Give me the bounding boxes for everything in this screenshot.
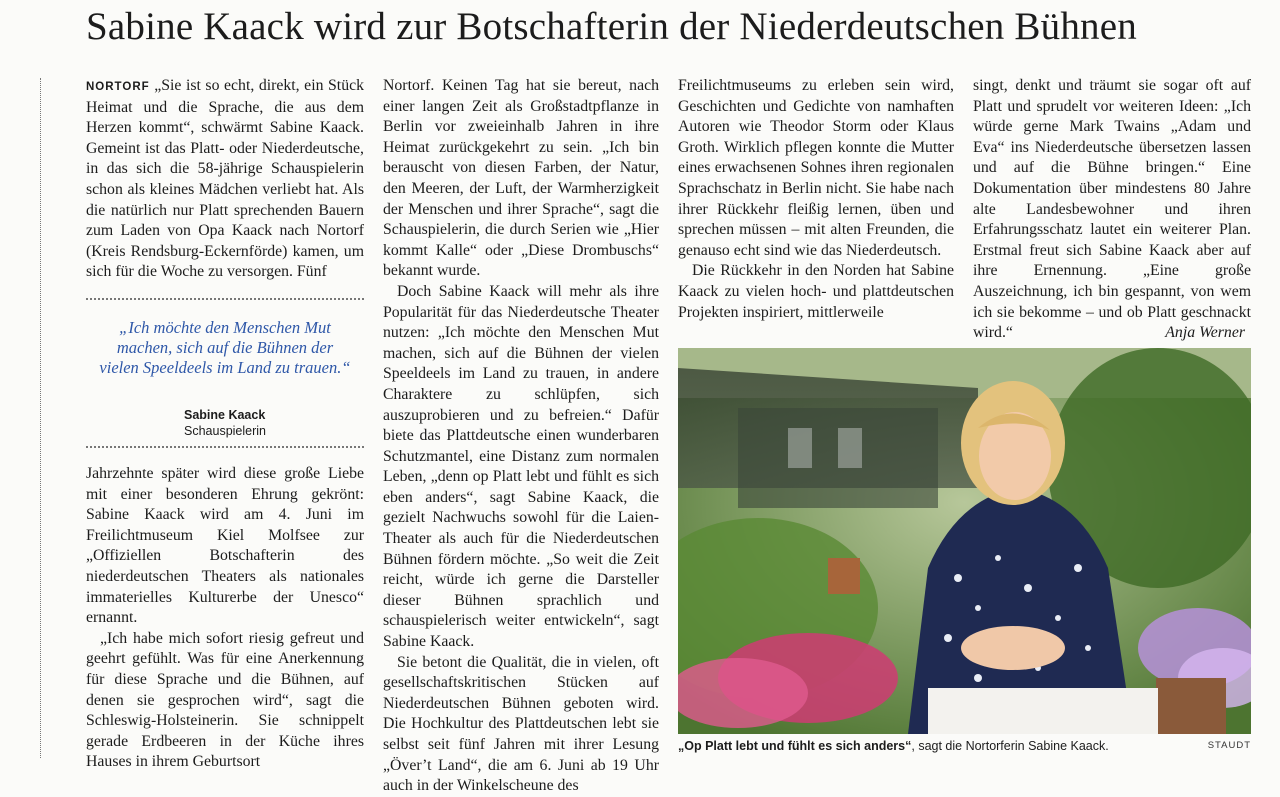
headline: Sabine Kaack wird zur Botschafterin der Niederdeutschen Bühnen <box>86 5 1137 48</box>
paragraph: Doch Sabine Kaack will mehr als ihre Popularität für das Niederdeutsche Theater nutzen: „Ich möchte den Menschen Mut machen, sich auf die Bühnen der vielen Speeldeels im Land zu trauen, in andere Charaktere zu schlüpfen, sich auszuprobieren und zu befreien.“ Dafür biete das Plattdeutsche einen wunderbaren Schutzmantel, eine Distanz zum normalen Leben, „denn op Platt lebt und fühlt es sich eben anders“, sagt Sabine Kaack, die gezielt Nachwuchs sowohl für die Laien-Theater als auch für die Niederdeutschen Bühnen fördern möchte. „So weit die Zeit reicht, würde ich gerne die Darsteller dieser Bühnen sprachlich und schauspielerisch weiter entwickeln“, sagt Sabine Kaack. <box>383 282 659 651</box>
photo-illustration <box>678 348 1251 734</box>
article-column-3 <box>678 76 954 323</box>
article-column-1-continued <box>86 464 364 773</box>
paragraph: Sie betont die Qualität, die in vielen, oft gesellschaftskritischen Stücken auf Niederdeutschen Bühnen geboten wird. Die Hochkultur des Plattdeutschen lebt sie selbst seit fünf Jahren mit ihrer Lesung „Över’t Land“, die am 6. Juni ab 19 Uhr auch in der Winkelscheune des <box>383 653 659 795</box>
photo-credit: STAUDT <box>1207 740 1251 751</box>
page-margin-rule <box>40 78 41 758</box>
paragraph: Die Rückkehr in den Norden hat Sabine Kaack zu vielen hoch- und plattdeutschen Projekten inspiriert, mittlerweile <box>678 262 954 321</box>
article-photo <box>678 348 1251 734</box>
article-column-2 <box>383 76 659 797</box>
pull-quote <box>86 298 364 448</box>
paragraph <box>973 76 1251 344</box>
article-column-4 <box>973 76 1251 344</box>
photo-caption-quote: „Op Platt lebt und fühlt es sich anders“ <box>678 739 912 753</box>
pull-quote-name: Sabine Kaack <box>184 408 266 422</box>
pull-quote-text: „Ich möchte den Menschen Mut machen, sich auf die Bühnen der vielen Speeldeels im Land zu trauen.“ <box>99 318 351 377</box>
paragraph: Freilichtmuseums zu erleben sein wird, Geschichten und Gedichte von namhaften Autoren wie Theodor Storm oder Klaus Groth. Wirklich pflegen konnte die Mutter eines erwachsenen Sohnes ihren regionalen Sprachschatz in Berlin nicht. Sie habe nach ihrer Rückkehr fleißig lernen, üben und sprechen müssen – mit alten Freunden, die genauso echt sind wie das Niederdeutsch. <box>678 77 954 259</box>
photo-caption <box>678 738 1251 754</box>
photo-caption-text: , sagt die Nortorferin Sabine Kaack. <box>911 739 1109 753</box>
paragraph-text: „Sie ist so echt, direkt, ein Stück Heimat und die Sprache, die aus dem Herzen kommt“, schwärmt Sabine Kaack. Gemeint ist das Platt- oder Niederdeutsche, in das sich die 58-jährige Schauspielerin schon als kleines Mädchen verliebt hat. Als die natürlich nur Platt sprechenden Bauern zum Laden von Opa Kaack nach Nortorf (Kreis Rendsburg-Eckernförde) kamen, um sich für die Woche zu versorgen. Fünf <box>86 77 365 281</box>
paragraph <box>86 76 364 283</box>
paragraph: Jahrzehnte später wird diese große Liebe mit einer besonderen Ehrung gekrönt: Sabine Kaack wird am 4. Juni im Freilichtmuseum Kiel Molfsee zur „Offiziellen Botschafterin des niederdeutschen Theaters als nationales immaterielles Kulturerbe der Unesco“ ernannt. <box>86 465 364 627</box>
paragraph-text: singt, denkt und träumt sie sogar oft auf Platt und sprudelt vor weiteren Ideen: „Ich würde gerne Mark Twains „Adam und Eva“ ins Niederdeutsche übersetzen lassen und auf die Bühne bringen.“ Eine Dokumentation über mindestens 80 Jahre alte Landesbewohner und ihren Erfahrungsschatz lautet ein weiterer Plan. Erstmal freut sich Sabine Kaack aber auf ihre Ernennung. „Eine große Auszeichnung, ich bin gespannt, von wem ich sie bekomme – und ob Platt geschnackt wird.“ <box>973 77 1251 342</box>
article-column-1 <box>86 76 364 283</box>
paragraph: „Ich habe mich sofort riesig gefreut und geehrt gefühlt. Was für eine Anerkennung für diese Sprache und die Bühnen, auf denen sie gesprochen wird“, sagt die Schleswig-Holsteinerin. Sie schnippelt gerade Erdbeeren in der Küche ihres Hauses in ihrem Geburtsort <box>86 629 364 771</box>
paragraph: Nortorf. Keinen Tag hat sie bereut, nach einer langen Zeit als Großstadtpflanze in Berlin vor zweieinhalb Jahren in ihre Heimat zurückgekehrt zu sein. „Ich bin berauscht von diesen Farben, der Natur, den Meeren, der Luft, der Warmherzigkeit der Menschen und ihrer Sprache“, sagt die Schauspielerin, die durch Serien wie „Hier kommt Kalle“ oder „Diese Drombuschs“ bekannt wurde. <box>383 77 659 280</box>
pull-quote-role: Schauspielerin <box>184 424 266 438</box>
author-byline: Anja Werner <box>1165 324 1245 342</box>
dateline: NORTORF <box>86 81 150 93</box>
